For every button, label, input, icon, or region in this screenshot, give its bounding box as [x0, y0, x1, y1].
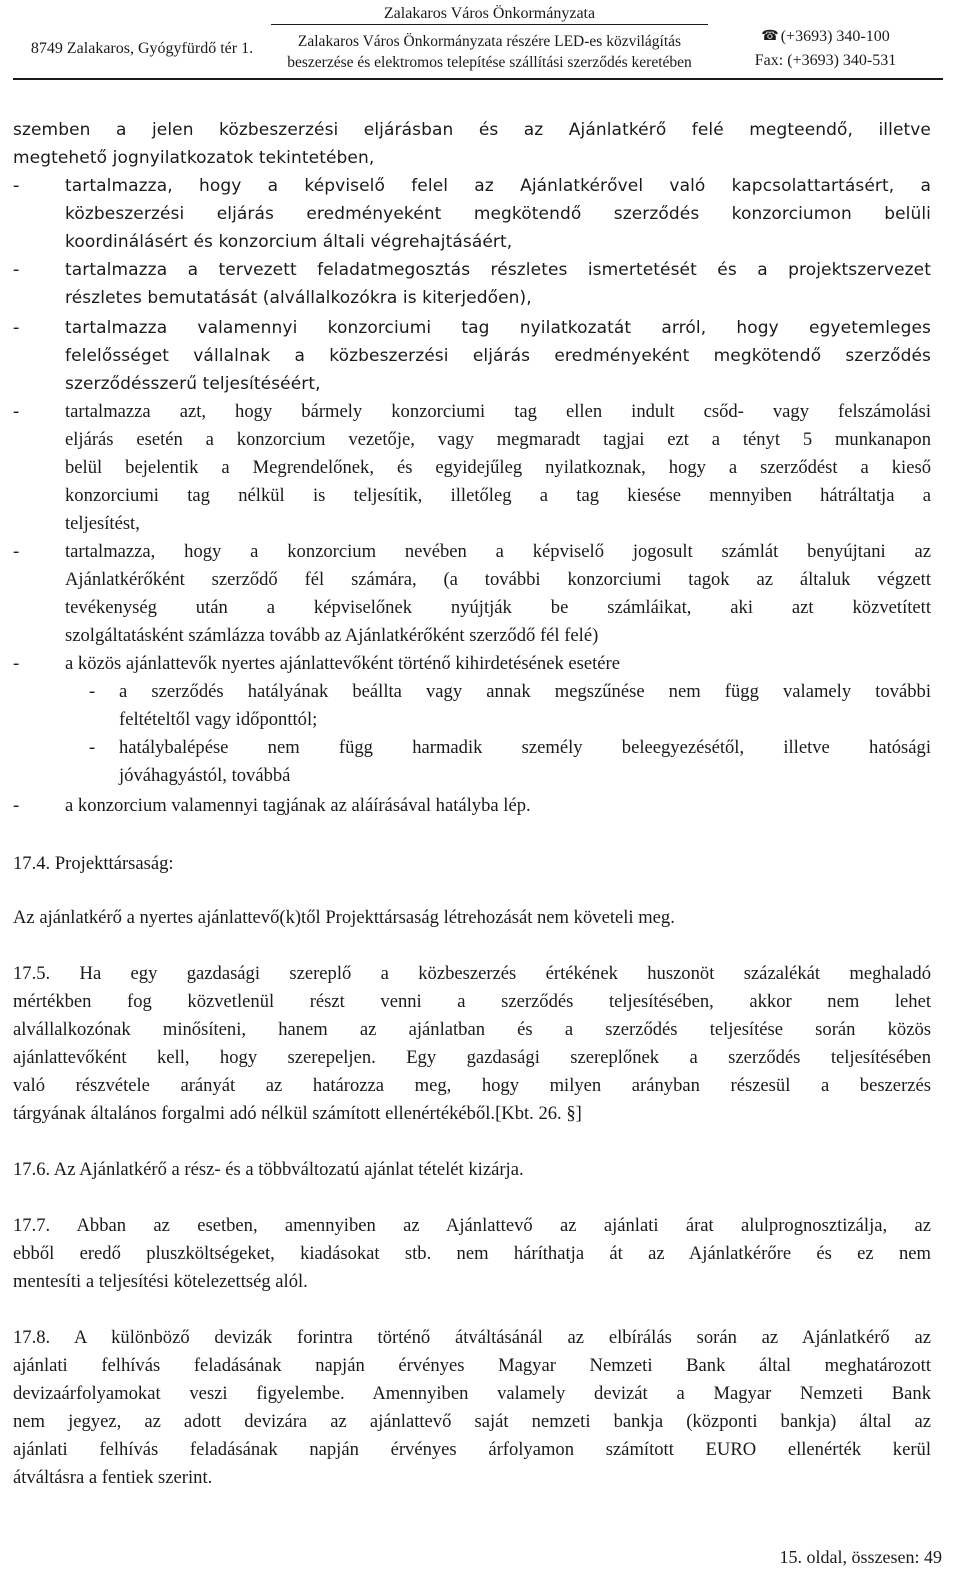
body-line: tartalmazza azt, hogy bármely konzorciumi tag ellen indult csőd- vagy felszámolási — [65, 401, 931, 422]
body-line: átváltásra a fentiek szerint. — [13, 1467, 213, 1488]
fax-number: Fax: (+3693) 340-531 — [754, 52, 897, 69]
bullet-dash: - — [13, 795, 20, 816]
header-address: 8749 Zalakaros, Gyógyfürdő tér 1. — [13, 0, 271, 80]
body-line: tartalmazza a tervezett feladatmegosztás részletes ismertetését és a projektszervezet — [65, 260, 931, 280]
header-subject-line-2: beszerzése és elektromos telepítése szállítási szerződés keretében — [287, 53, 692, 71]
bullet-dash: - — [13, 259, 20, 280]
body-line: devizaárfolyamokat veszi figyelembe. Amennyiben valamely devizát a Magyar Nemzeti Bank — [13, 1383, 931, 1404]
body-line: ebből eredő pluszköltségeket, kiadásokat stb. nem háríthatja át az Ajánlatkérőre és ez nem — [13, 1243, 931, 1264]
body-line: szerződésszerű teljesítéséért, — [65, 374, 321, 394]
phone-number: (+3693) 340-100 — [780, 28, 890, 45]
telephone-icon: ☎ — [761, 29, 779, 44]
body-line: koordinálásért és konzorcium általi végrehajtásáért, — [65, 232, 513, 252]
section-heading-17-4: 17.4. Projekttársaság: — [13, 853, 174, 874]
body-line: Ajánlatkérőként szerződő fél számára, (a további konzorciumi tagok az általuk végzett — [65, 569, 931, 590]
body-line: közbeszerzési eljárás eredményeként megkötendő szerződés konzorciumon belüli — [65, 204, 931, 224]
body-line: nem jegyez, az adott devizára az ajánlattevő saját nemzeti bankja (központi bankja) által az — [13, 1411, 931, 1432]
header-org: Zalakaros Város Önkormányzata — [271, 0, 708, 25]
body-line: jóváhagyástól, továbbá — [119, 765, 291, 786]
body-line: mértékben fog közvetlenül részt venni a szerződés teljesítésében, akkor nem lehet — [13, 991, 931, 1012]
body-line: ajánlattevőként kell, hogy szerepeljen. Egy gazdasági szereplőnek a szerződés teljesítésében — [13, 1047, 931, 1068]
page-header — [13, 0, 943, 80]
body-line: a konzorcium valamennyi tagjának az aláírásával hatályba lép. — [65, 795, 531, 816]
header-middle — [271, 0, 708, 80]
body-line: tartalmazza valamennyi konzorciumi tag nyilatkozatát arról, hogy egyetemleges — [65, 318, 931, 338]
body-line: 17.7. Abban az esetben, amennyiben az Ajánlattevő az ajánlati árat alulprognosztizálja, az — [13, 1215, 931, 1236]
body-line: ajánlati felhívás feladásának napján érvényes árfolyamon számított EURO ellenérték kerül — [13, 1439, 931, 1460]
body-line: konzorciumi tag nélkül is teljesítik, illetőleg a tag kiesése mennyiben hátráltatja a — [65, 485, 931, 506]
body-line: feltételtől vagy időponttól; — [119, 709, 318, 730]
body-line: teljesítést, — [65, 513, 140, 534]
sub-bullet-dash: - — [89, 737, 96, 758]
body-line: a szerződés hatályának beállta vagy annak megszűnése nem függ valamely további — [119, 681, 931, 702]
page-number: 15. oldal, összesen: 49 — [779, 1547, 942, 1567]
body-line: szolgáltatásként számlázza tovább az Ajánlatkérőként szerződő fél felé) — [65, 625, 599, 646]
body-line: 17.8. A különböző devizák forintra történő átváltásánál az elbírálás során az Ajánlatkérő az — [13, 1327, 931, 1348]
header-phone — [761, 25, 889, 49]
body-line: való részvétele arányát az határozza meg, hogy milyen arányban részesül a beszerzés — [13, 1075, 931, 1096]
body-line: hatálybalépése nem függ harmadik személy beleegyezésétől, illetve hatósági — [119, 737, 931, 758]
body-line: 17.6. Az Ajánlatkérő a rész- és a többváltozatú ajánlat tételét kizárja. — [13, 1159, 524, 1180]
body-line: felelősséget vállalnak a közbeszerzési eljárás eredményeként megkötendő szerződés — [65, 346, 931, 366]
body-line: a közös ajánlattevők nyertes ajánlattevőként történő kihirdetésének esetére — [65, 653, 620, 674]
bullet-dash: - — [13, 653, 20, 674]
header-contact — [708, 0, 943, 80]
header-subject-line-1: Zalakaros Város Önkormányzata részére LED-es közvilágítás — [297, 32, 682, 50]
body-line: alvállalkozónak minősíteni, hanem az ajánlatban és a szerződés teljesítése során közös — [13, 1019, 931, 1040]
body-line: mentesíti a teljesítési kötelezettség alól. — [13, 1271, 308, 1292]
body-line: eljárás esetén a konzorcium vezetője, vagy megmaradt tagjai ezt a tényt 5 munkanapon — [65, 429, 931, 450]
body-line: tartalmazza, hogy a konzorcium nevében a képviselő jogosult számlát benyújtani az — [65, 541, 931, 562]
body-line: megtehető jognyilatkozatok tekintetében, — [13, 148, 375, 168]
bullet-dash: - — [13, 175, 20, 196]
body-line: ajánlati felhívás feladásának napján érvényes Magyar Nemzeti Bank által meghatározott — [13, 1355, 931, 1376]
bullet-dash: - — [13, 541, 20, 562]
bullet-dash: - — [13, 317, 20, 338]
header-subject — [271, 25, 708, 80]
body-line: tárgyának általános forgalmi adó nélkül számított ellenértékéből.[Kbt. 26. §] — [13, 1103, 582, 1124]
body-line: 17.5. Ha egy gazdasági szereplő a közbeszerzés értékének huszonöt százalékát meghaladó — [13, 963, 931, 984]
sub-bullet-dash: - — [89, 681, 96, 702]
bullet-dash: - — [13, 401, 20, 422]
body-line: szemben a jelen közbeszerzési eljárásban és az Ajánlatkérő felé megteendő, illetve — [13, 120, 931, 140]
body-line: tevékenység után a képviselőnek nyújtják be számláikat, aki azt közvetített — [65, 597, 931, 618]
body-line: Az ajánlatkérő a nyertes ajánlattevő(k)től Projekttársaság létrehozását nem követeli meg. — [13, 907, 675, 928]
body-line: belül bejelentik a Megrendelőnek, és egyidejűleg nyilatkoznak, hogy a szerződést a kieső — [65, 457, 931, 478]
body-line: részletes bemutatását (alvállalkozókra is kiterjedően), — [65, 288, 532, 308]
body-line: tartalmazza, hogy a képviselő felel az Ajánlatkérővel való kapcsolattartásért, a — [65, 176, 931, 196]
